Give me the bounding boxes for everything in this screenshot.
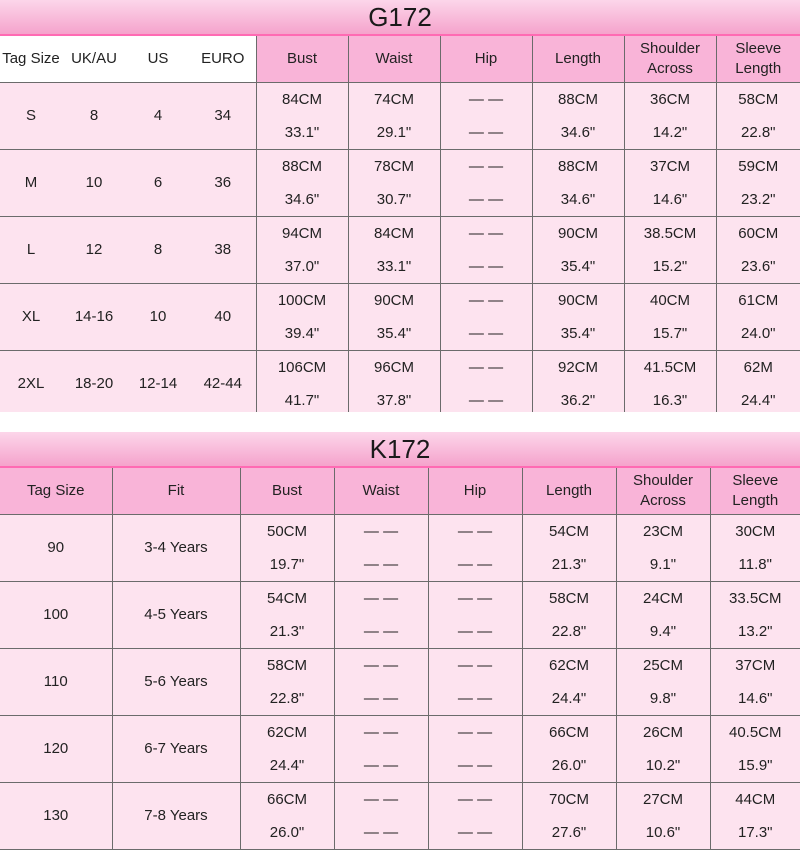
value-inch: 22.8" [241, 682, 334, 715]
value-cm: — — [429, 515, 522, 548]
value-inch: 16.3" [625, 384, 716, 417]
header-length: Length [532, 36, 624, 82]
value-cm: 90CM [533, 284, 624, 317]
cell-sleeve-length [710, 514, 800, 581]
cell-tag-size: 2XL [0, 350, 62, 417]
value-inch: — — [429, 615, 522, 648]
value-cm: 40CM [625, 284, 716, 317]
value-inch: 21.3" [523, 548, 616, 581]
header-uk-au: UK/AU [62, 36, 126, 82]
header-waist: Waist [348, 36, 440, 82]
value-cm: — — [441, 150, 532, 183]
size-chart-g172 [0, 0, 800, 418]
size-table-g172 [0, 36, 800, 418]
cell-hip [428, 782, 522, 849]
value-cm: 54CM [241, 582, 334, 615]
cell-tag-size: L [0, 216, 62, 283]
table-row [0, 350, 800, 417]
cell-tag-size: 110 [0, 648, 112, 715]
cell-us: 12-14 [126, 350, 190, 417]
header-tag-size: Tag Size [0, 468, 112, 514]
value-inch: 10.6" [617, 816, 710, 849]
value-cm: 92CM [533, 351, 624, 384]
value-inch: 24.0" [717, 317, 800, 350]
cell-euro: 38 [190, 216, 256, 283]
value-inch: 39.4" [257, 317, 348, 350]
value-cm: 74CM [349, 83, 440, 116]
value-cm: 27CM [617, 783, 710, 816]
value-inch: 34.6" [533, 116, 624, 149]
value-cm: 44CM [711, 783, 800, 816]
value-inch: — — [335, 749, 428, 782]
cell-uk-au: 10 [62, 149, 126, 216]
cell-tag-size: M [0, 149, 62, 216]
cell-waist [334, 648, 428, 715]
cell-euro: 42-44 [190, 350, 256, 417]
value-cm: 94CM [257, 217, 348, 250]
cell-bust [256, 82, 348, 149]
value-inch: 23.6" [717, 250, 800, 283]
cell-sleeve-length [710, 782, 800, 849]
value-cm: 61CM [717, 284, 800, 317]
header-sleeve-length: Sleeve Length [716, 36, 800, 82]
value-cm: 58CM [523, 582, 616, 615]
value-cm: 62CM [523, 649, 616, 682]
cell-bust [256, 350, 348, 417]
value-cm: — — [429, 783, 522, 816]
value-inch: 35.4" [533, 250, 624, 283]
header-hip: Hip [428, 468, 522, 514]
value-inch: — — [441, 183, 532, 216]
header-tag-size: Tag Size [0, 36, 62, 82]
cell-shoulder-across [624, 350, 716, 417]
value-cm: 88CM [257, 150, 348, 183]
value-inch: 22.8" [717, 116, 800, 149]
table-row [0, 216, 800, 283]
cell-tag-size: XL [0, 283, 62, 350]
value-cm: 58CM [241, 649, 334, 682]
value-inch: — — [429, 548, 522, 581]
table-row [0, 715, 800, 782]
value-cm: 25CM [617, 649, 710, 682]
cell-waist [348, 350, 440, 417]
cell-hip [440, 149, 532, 216]
value-cm: 36CM [625, 83, 716, 116]
header-waist: Waist [334, 468, 428, 514]
value-cm: — — [429, 582, 522, 615]
value-cm: 88CM [533, 150, 624, 183]
value-inch: — — [429, 749, 522, 782]
cell-shoulder-across [616, 715, 710, 782]
cell-us: 10 [126, 283, 190, 350]
cell-shoulder-across [624, 283, 716, 350]
cell-length [532, 149, 624, 216]
table-row [0, 782, 800, 849]
value-inch: 33.1" [349, 250, 440, 283]
value-cm: 60CM [717, 217, 800, 250]
cell-bust [240, 648, 334, 715]
value-inch: 13.2" [711, 615, 800, 648]
value-inch: 26.0" [523, 749, 616, 782]
cell-sleeve-length [716, 283, 800, 350]
cell-sleeve-length [710, 581, 800, 648]
value-inch: 22.8" [523, 615, 616, 648]
cell-us: 6 [126, 149, 190, 216]
value-cm: 50CM [241, 515, 334, 548]
cell-hip [440, 350, 532, 417]
cell-tag-size: 90 [0, 514, 112, 581]
header-bust: Bust [240, 468, 334, 514]
value-inch: 26.0" [241, 816, 334, 849]
cell-waist [348, 283, 440, 350]
value-cm: 90CM [349, 284, 440, 317]
value-inch: 35.4" [533, 317, 624, 350]
header-us: US [126, 36, 190, 82]
cell-hip [440, 283, 532, 350]
value-inch: 29.1" [349, 116, 440, 149]
header-euro: EURO [190, 36, 256, 82]
value-inch: 17.3" [711, 816, 800, 849]
cell-bust [256, 216, 348, 283]
value-inch: 14.6" [711, 682, 800, 715]
cell-waist [334, 514, 428, 581]
value-inch: 34.6" [257, 183, 348, 216]
cell-bust [256, 149, 348, 216]
cell-us: 4 [126, 82, 190, 149]
cell-length [532, 216, 624, 283]
cell-length [532, 350, 624, 417]
cell-length [522, 715, 616, 782]
cell-fit: 4-5 Years [112, 581, 240, 648]
value-inch: 15.2" [625, 250, 716, 283]
header-hip: Hip [440, 36, 532, 82]
cell-euro: 36 [190, 149, 256, 216]
value-inch: 15.9" [711, 749, 800, 782]
value-inch: — — [441, 317, 532, 350]
cell-waist [348, 216, 440, 283]
table-row [0, 648, 800, 715]
cell-waist [348, 149, 440, 216]
value-inch: 24.4" [523, 682, 616, 715]
table-title-g172: G172 [0, 0, 800, 36]
cell-bust [240, 782, 334, 849]
cell-bust [240, 581, 334, 648]
table-row [0, 82, 800, 149]
size-table-k172 [0, 468, 800, 850]
value-inch: 34.6" [533, 183, 624, 216]
value-cm: — — [335, 716, 428, 749]
header-length: Length [522, 468, 616, 514]
value-inch: — — [441, 250, 532, 283]
cell-fit: 5-6 Years [112, 648, 240, 715]
value-cm: 23CM [617, 515, 710, 548]
cell-euro: 40 [190, 283, 256, 350]
value-cm: 66CM [241, 783, 334, 816]
cell-shoulder-across [616, 514, 710, 581]
value-inch: 21.3" [241, 615, 334, 648]
value-inch: — — [335, 548, 428, 581]
value-inch: 37.0" [257, 250, 348, 283]
value-inch: 23.2" [717, 183, 800, 216]
section-separator [0, 412, 800, 432]
cell-tag-size: 130 [0, 782, 112, 849]
value-cm: — — [335, 582, 428, 615]
cell-hip [440, 216, 532, 283]
cell-sleeve-length [710, 648, 800, 715]
value-cm: 37CM [625, 150, 716, 183]
value-cm: 96CM [349, 351, 440, 384]
value-cm: 37CM [711, 649, 800, 682]
cell-shoulder-across [616, 782, 710, 849]
value-cm: — — [335, 649, 428, 682]
value-inch: — — [441, 384, 532, 417]
cell-hip [428, 715, 522, 782]
size-chart-k172 [0, 432, 800, 850]
value-cm: 40.5CM [711, 716, 800, 749]
table-row [0, 149, 800, 216]
value-cm: 58CM [717, 83, 800, 116]
value-cm: 88CM [533, 83, 624, 116]
table-row [0, 581, 800, 648]
cell-length [522, 782, 616, 849]
value-inch: 14.6" [625, 183, 716, 216]
cell-uk-au: 14-16 [62, 283, 126, 350]
header-shoulder-across: Shoulder Across [624, 36, 716, 82]
cell-bust [240, 514, 334, 581]
value-inch: 24.4" [241, 749, 334, 782]
value-cm: 78CM [349, 150, 440, 183]
cell-hip [440, 82, 532, 149]
table-row [0, 514, 800, 581]
table-row [0, 283, 800, 350]
value-inch: 14.2" [625, 116, 716, 149]
cell-hip [428, 514, 522, 581]
value-inch: — — [429, 682, 522, 715]
value-cm: 54CM [523, 515, 616, 548]
value-cm: 38.5CM [625, 217, 716, 250]
value-cm: 100CM [257, 284, 348, 317]
cell-uk-au: 12 [62, 216, 126, 283]
value-cm: 70CM [523, 783, 616, 816]
cell-length [522, 514, 616, 581]
header-sleeve-length: Sleeve Length [710, 468, 800, 514]
cell-length [522, 648, 616, 715]
value-cm: — — [429, 649, 522, 682]
value-cm: — — [441, 217, 532, 250]
value-cm: 30CM [711, 515, 800, 548]
cell-length [522, 581, 616, 648]
cell-tag-size: 120 [0, 715, 112, 782]
value-inch: 9.8" [617, 682, 710, 715]
value-cm: 59CM [717, 150, 800, 183]
value-cm: 106CM [257, 351, 348, 384]
cell-sleeve-length [716, 149, 800, 216]
cell-length [532, 82, 624, 149]
cell-waist [334, 715, 428, 782]
value-inch: 30.7" [349, 183, 440, 216]
value-cm: 90CM [533, 217, 624, 250]
cell-hip [428, 581, 522, 648]
value-cm: 26CM [617, 716, 710, 749]
value-inch: — — [429, 816, 522, 849]
value-cm: 62CM [241, 716, 334, 749]
cell-fit: 6-7 Years [112, 715, 240, 782]
value-cm: 33.5CM [711, 582, 800, 615]
value-inch: — — [335, 615, 428, 648]
value-cm: 24CM [617, 582, 710, 615]
value-cm: 84CM [257, 83, 348, 116]
cell-shoulder-across [624, 82, 716, 149]
cell-fit: 3-4 Years [112, 514, 240, 581]
header-row [0, 36, 800, 82]
cell-bust [256, 283, 348, 350]
cell-sleeve-length [716, 82, 800, 149]
cell-shoulder-across [624, 149, 716, 216]
value-inch: — — [335, 682, 428, 715]
cell-shoulder-across [616, 581, 710, 648]
value-inch: 35.4" [349, 317, 440, 350]
value-inch: 41.7" [257, 384, 348, 417]
value-inch: — — [441, 116, 532, 149]
value-inch: 27.6" [523, 816, 616, 849]
value-cm: — — [335, 515, 428, 548]
value-inch: 11.8" [711, 548, 800, 581]
cell-shoulder-across [616, 648, 710, 715]
cell-sleeve-length [710, 715, 800, 782]
value-cm: — — [441, 284, 532, 317]
cell-shoulder-across [624, 216, 716, 283]
value-cm: — — [429, 716, 522, 749]
value-inch: 19.7" [241, 548, 334, 581]
cell-sleeve-length [716, 350, 800, 417]
value-cm: — — [441, 83, 532, 116]
cell-bust [240, 715, 334, 782]
cell-waist [348, 82, 440, 149]
value-cm: — — [335, 783, 428, 816]
value-inch: 36.2" [533, 384, 624, 417]
value-cm: 41.5CM [625, 351, 716, 384]
cell-tag-size: S [0, 82, 62, 149]
value-inch: 15.7" [625, 317, 716, 350]
header-fit: Fit [112, 468, 240, 514]
value-cm: — — [441, 351, 532, 384]
value-cm: 62M [717, 351, 800, 384]
cell-length [532, 283, 624, 350]
header-bust: Bust [256, 36, 348, 82]
cell-sleeve-length [716, 216, 800, 283]
cell-fit: 7-8 Years [112, 782, 240, 849]
value-inch: 24.4" [717, 384, 800, 417]
value-inch: — — [335, 816, 428, 849]
value-inch: 33.1" [257, 116, 348, 149]
cell-uk-au: 8 [62, 82, 126, 149]
cell-waist [334, 581, 428, 648]
cell-tag-size: 100 [0, 581, 112, 648]
value-inch: 9.1" [617, 548, 710, 581]
cell-euro: 34 [190, 82, 256, 149]
cell-waist [334, 782, 428, 849]
value-inch: 37.8" [349, 384, 440, 417]
table-title-k172: K172 [0, 432, 800, 468]
value-inch: 9.4" [617, 615, 710, 648]
header-shoulder-across: Shoulder Across [616, 468, 710, 514]
value-cm: 66CM [523, 716, 616, 749]
cell-us: 8 [126, 216, 190, 283]
cell-hip [428, 648, 522, 715]
cell-uk-au: 18-20 [62, 350, 126, 417]
value-inch: 10.2" [617, 749, 710, 782]
header-row [0, 468, 800, 514]
value-cm: 84CM [349, 217, 440, 250]
